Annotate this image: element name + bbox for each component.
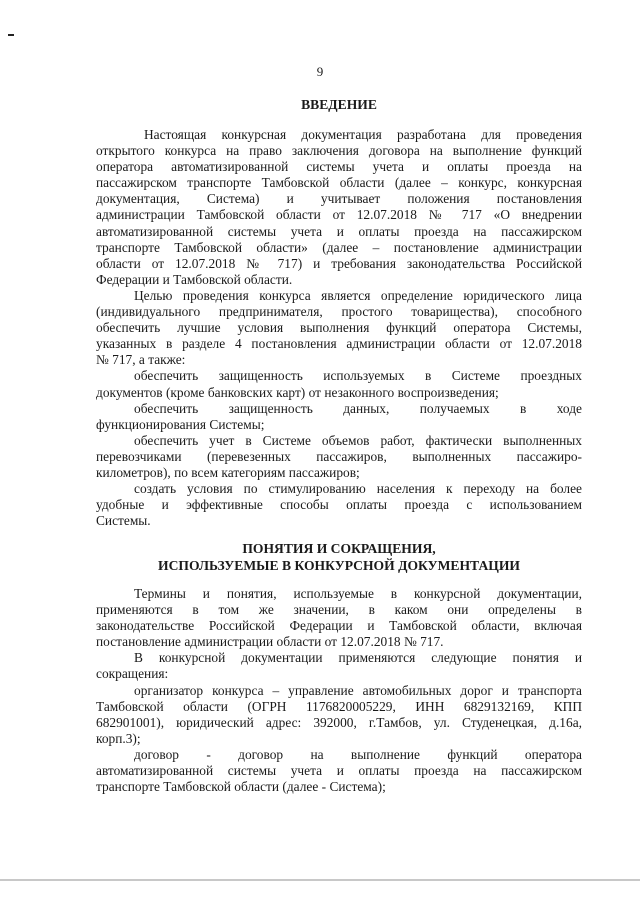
paragraph — [96, 368, 582, 400]
section-title-line: ИСПОЛЬЗУЕМЫЕ В КОНКУРСНОЙ ДОКУМЕНТАЦИИ — [158, 558, 520, 573]
text-line: применяются в том же значении, в каком они определены в — [96, 602, 582, 618]
text-line: открытого конкурса на право заключения договора на выполнение функций — [96, 143, 582, 159]
section-title-line: ВВЕДЕНИЕ — [301, 97, 377, 112]
text-line: оператора автоматизированной системы учета и оплаты проезда на — [96, 159, 582, 175]
text-line: В конкурсной документации применяются следующие понятия и — [134, 650, 582, 666]
text-line: организатор конкурса – управление автомобильных дорог и транспорта — [134, 682, 582, 698]
text-line: администрации Тамбовской области от 12.07.2018 № 717 «О внедрении — [96, 207, 582, 223]
paragraph — [96, 650, 582, 682]
text-line: Системы. — [96, 513, 151, 529]
text-line: функционирования Системы; — [96, 416, 265, 432]
section-title-terms — [96, 540, 582, 574]
text-line: автоматизированной системы учета и оплаты проезда на пассажирском — [96, 763, 582, 779]
scan-edge-line — [0, 879, 640, 881]
text-line: (индивидуального предпринимателя, простого товарищества), способного — [96, 304, 582, 320]
page-number: 9 — [316, 64, 324, 79]
text-line: законодательстве Российской Федерации и Тамбовской области, включая — [96, 618, 582, 634]
text-line: перевозчиками (перевезенных пассажиров, выполненных пассажиро- — [96, 448, 582, 464]
text-line: договор - договор на выполнение функций оператора — [134, 746, 582, 762]
paragraph — [96, 747, 582, 795]
text-line: № 717, а также: — [96, 352, 186, 368]
paragraph — [96, 586, 582, 650]
text-line: обеспечить защищенность данных, получаемых в ходе — [134, 400, 582, 416]
text-line: создать условия по стимулированию населения к переходу на более — [134, 481, 582, 497]
text-line: корп.3); — [96, 730, 141, 746]
text-line: Целью проведения конкурса является определение юридического лица — [134, 287, 582, 303]
paragraph — [96, 401, 582, 433]
text-line: транспорте Тамбовской области» (далее – постановление администрации — [96, 239, 582, 255]
terms-body — [96, 586, 582, 795]
paragraph — [96, 433, 582, 481]
text-line: постановление администрации области от 12.07.2018 № 717. — [96, 634, 444, 650]
text-line: указанных в разделе 4 постановления администрации области от 12.07.2018 — [96, 336, 582, 352]
text-line: сокращения: — [96, 666, 169, 682]
text-line: документация, Система) и учитывает положения постановления — [96, 191, 582, 207]
text-line: Настоящая конкурсная документация разработана для проведения — [144, 127, 582, 142]
paragraph — [96, 481, 582, 529]
paragraph — [96, 683, 582, 747]
introduction-body — [96, 127, 582, 529]
paragraph — [96, 127, 582, 288]
text-line: пассажирском транспорте Тамбовской области (далее – конкурс, конкурсная — [96, 175, 582, 191]
text-line: удобные и эффективные способы оплаты проезда с использованием — [96, 497, 582, 513]
section-title-line: ПОНЯТИЯ И СОКРАЩЕНИЯ, — [242, 541, 436, 556]
text-line: обеспечить защищенность используемых в Системе проездных — [134, 368, 582, 384]
paragraph — [96, 288, 582, 368]
text-line: километров), по всем категориям пассажиров; — [96, 464, 360, 480]
text-line: Тамбовской области (ОГРН 1176820005229, ИНН 6829132169, КПП — [96, 698, 582, 714]
text-line: транспорте Тамбовской области (далее - Система); — [96, 779, 386, 795]
text-line: 682901001), юридический адрес: 392000, г.Тамбов, ул. Студенецкая, д.16а, — [96, 714, 582, 730]
text-line: обеспечить учет в Системе объемов работ, фактически выполненных — [134, 432, 582, 448]
text-line: документов (кроме банковских карт) от незаконного воспроизведения; — [96, 384, 499, 400]
text-line: Федерации и Тамбовской области. — [96, 271, 293, 287]
section-title-introduction — [96, 96, 582, 113]
text-line: Термины и понятия, используемые в конкурсной документации, — [134, 586, 582, 601]
text-line: области от 12.07.2018 № 717) и требования законодательства Российской — [96, 255, 582, 271]
scan-mark — [8, 34, 14, 36]
text-line: автоматизированной системы учета и оплаты проезда на пассажирском — [96, 223, 582, 239]
text-line: обеспечить лучшие условия выполнения функций оператора Системы, — [96, 320, 582, 336]
